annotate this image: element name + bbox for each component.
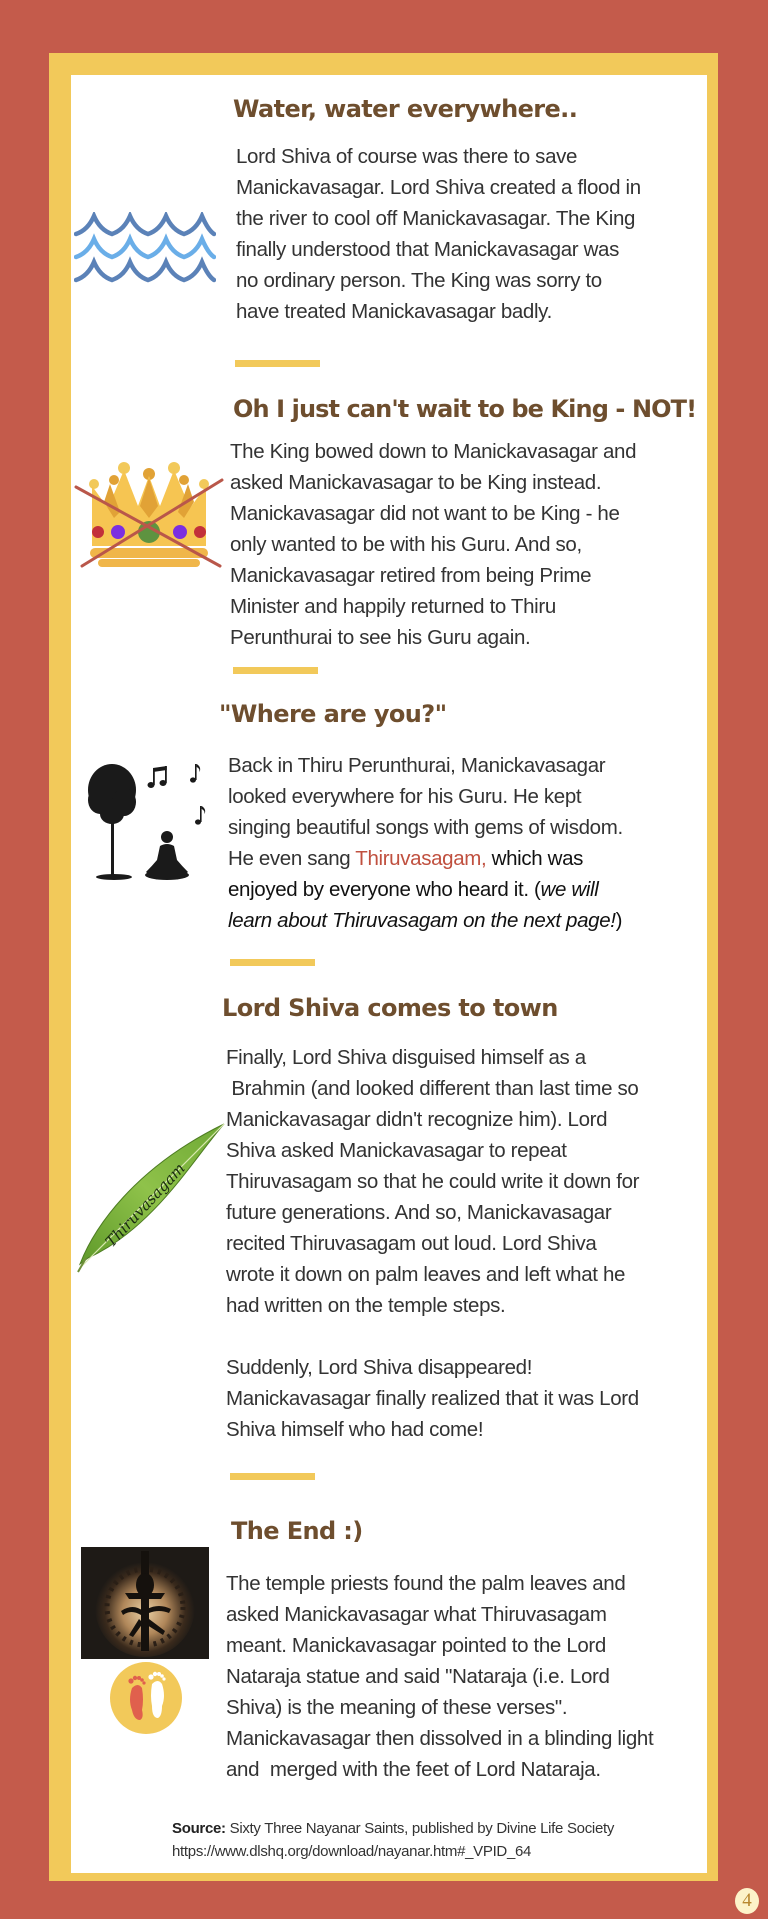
body-line [228, 905, 623, 936]
body-line: singing beautiful songs with gems of wisdom. [228, 816, 623, 839]
body-line: Manickavasagar retired from being Prime [230, 564, 592, 587]
body-line: asked Manickavasagar to be King instead. [230, 471, 602, 494]
italic-note: learn about Thiruvasagam on the next page! [228, 909, 616, 932]
body-line: Shiva) is the meaning of these verses". [226, 1696, 568, 1719]
section-body-king [230, 436, 636, 653]
body-line: Nataraja statue and said "Nataraja (i.e. Lord [226, 1665, 610, 1688]
body-text-span: enjoyed by everyone who heard it. ( [228, 878, 541, 901]
body-line: recited Thiruvasagam out loud. Lord Shiva [226, 1232, 597, 1255]
body-line: Manickavasagar then dissolved in a blinding light [226, 1727, 654, 1750]
body-text-span: which was [486, 847, 584, 870]
source-url[interactable]: https://www.dlshq.org/download/nayanar.htm#_VPID_64 [172, 1843, 532, 1860]
body-line: Shiva himself who had come! [226, 1418, 484, 1441]
body-line: Perunthurai to see his Guru again. [230, 626, 531, 649]
body-line: no ordinary person. The King was sorry to [236, 269, 602, 292]
body-line: asked Manickavasagar what Thiruvasagam [226, 1603, 607, 1626]
body-line: Minister and happily returned to Thiru [230, 595, 556, 618]
nataraja-icon [81, 1547, 209, 1659]
body-line: Back in Thiru Perunthurai, Manickavasagar [228, 754, 606, 777]
section-divider [230, 959, 315, 966]
body-line: Lord Shiva of course was there to save [236, 145, 578, 168]
source-line [172, 1817, 614, 1840]
body-line [228, 874, 623, 905]
body-line: only wanted to be with his Guru. And so, [230, 533, 582, 556]
section-title-king: Oh I just can't wait to be King - NOT! [233, 395, 697, 423]
body-line: finally understood that Manickavasagar was [236, 238, 619, 261]
body-line: Manickavasagar did not want to be King - he [230, 502, 620, 525]
body-line: future generations. And so, Manickavasagar [226, 1201, 612, 1224]
body-line: looked everywhere for his Guru. He kept [228, 785, 582, 808]
body-line: Brahmin (and looked different than last time so [226, 1077, 639, 1100]
body-text-span: ) [615, 909, 623, 932]
section-body-the-end [226, 1568, 653, 1785]
blank-line [226, 1321, 639, 1352]
section-body-shiva-town [226, 1042, 639, 1445]
body-line: Manickavasagar. Lord Shiva created a flood in [236, 176, 641, 199]
section-divider [233, 667, 318, 674]
body-line: have treated Manickavasagar badly. [236, 300, 552, 323]
body-line: wrote it down on palm leaves and left what he [226, 1263, 626, 1286]
page-number-badge: 4 [735, 1888, 759, 1914]
body-line: Shiva asked Manickavasagar to repeat [226, 1139, 567, 1162]
section-divider [235, 360, 320, 367]
source-label: Source: [172, 1820, 226, 1837]
waves-icon [74, 212, 216, 286]
thiruvasagam-highlight: Thiruvasagam, [355, 847, 487, 870]
body-line: Thiruvasagam so that he could write it down for [226, 1170, 640, 1193]
body-line: Suddenly, Lord Shiva disappeared! [226, 1356, 533, 1379]
crossed-out-crown-icon [74, 462, 224, 572]
footprints-icon [110, 1662, 182, 1734]
body-line: the river to cool off Manickavasagar. The King [236, 207, 636, 230]
body-line: had written on the temple steps. [226, 1294, 506, 1317]
body-line: and merged with the feet of Lord Nataraja. [226, 1758, 601, 1781]
section-title-the-end: The End :) [231, 1517, 363, 1545]
source-text: Sixty Three Nayanar Saints, published by Divine Life Society [225, 1820, 615, 1837]
section-title-water: Water, water everywhere.. [233, 95, 578, 123]
body-line: The King bowed down to Manickavasagar and [230, 440, 637, 463]
palm-leaf-icon [74, 1118, 230, 1274]
section-divider [230, 1473, 315, 1480]
body-line: The temple priests found the palm leaves and [226, 1572, 626, 1595]
body-text-span: He even sang [228, 847, 356, 870]
body-line [228, 843, 623, 874]
tree-meditating-person-music-icon [84, 760, 210, 884]
italic-note: we will [540, 878, 599, 901]
body-line: Manickavasagar finally realized that it was Lord [226, 1387, 639, 1410]
svg-text:Thiruvasagam: Thiruvasagam [101, 1159, 189, 1251]
source-citation [172, 1817, 614, 1863]
body-line: meant. Manickavasagar pointed to the Lord [226, 1634, 606, 1657]
section-title-shiva-town: Lord Shiva comes to town [222, 994, 558, 1022]
section-body-where [228, 750, 623, 936]
body-line: Finally, Lord Shiva disguised himself as a [226, 1046, 586, 1069]
section-body-water [236, 141, 641, 327]
body-line: Manickavasagar didn't recognize him). Lord [226, 1108, 608, 1131]
section-title-where: "Where are you?" [219, 700, 447, 728]
